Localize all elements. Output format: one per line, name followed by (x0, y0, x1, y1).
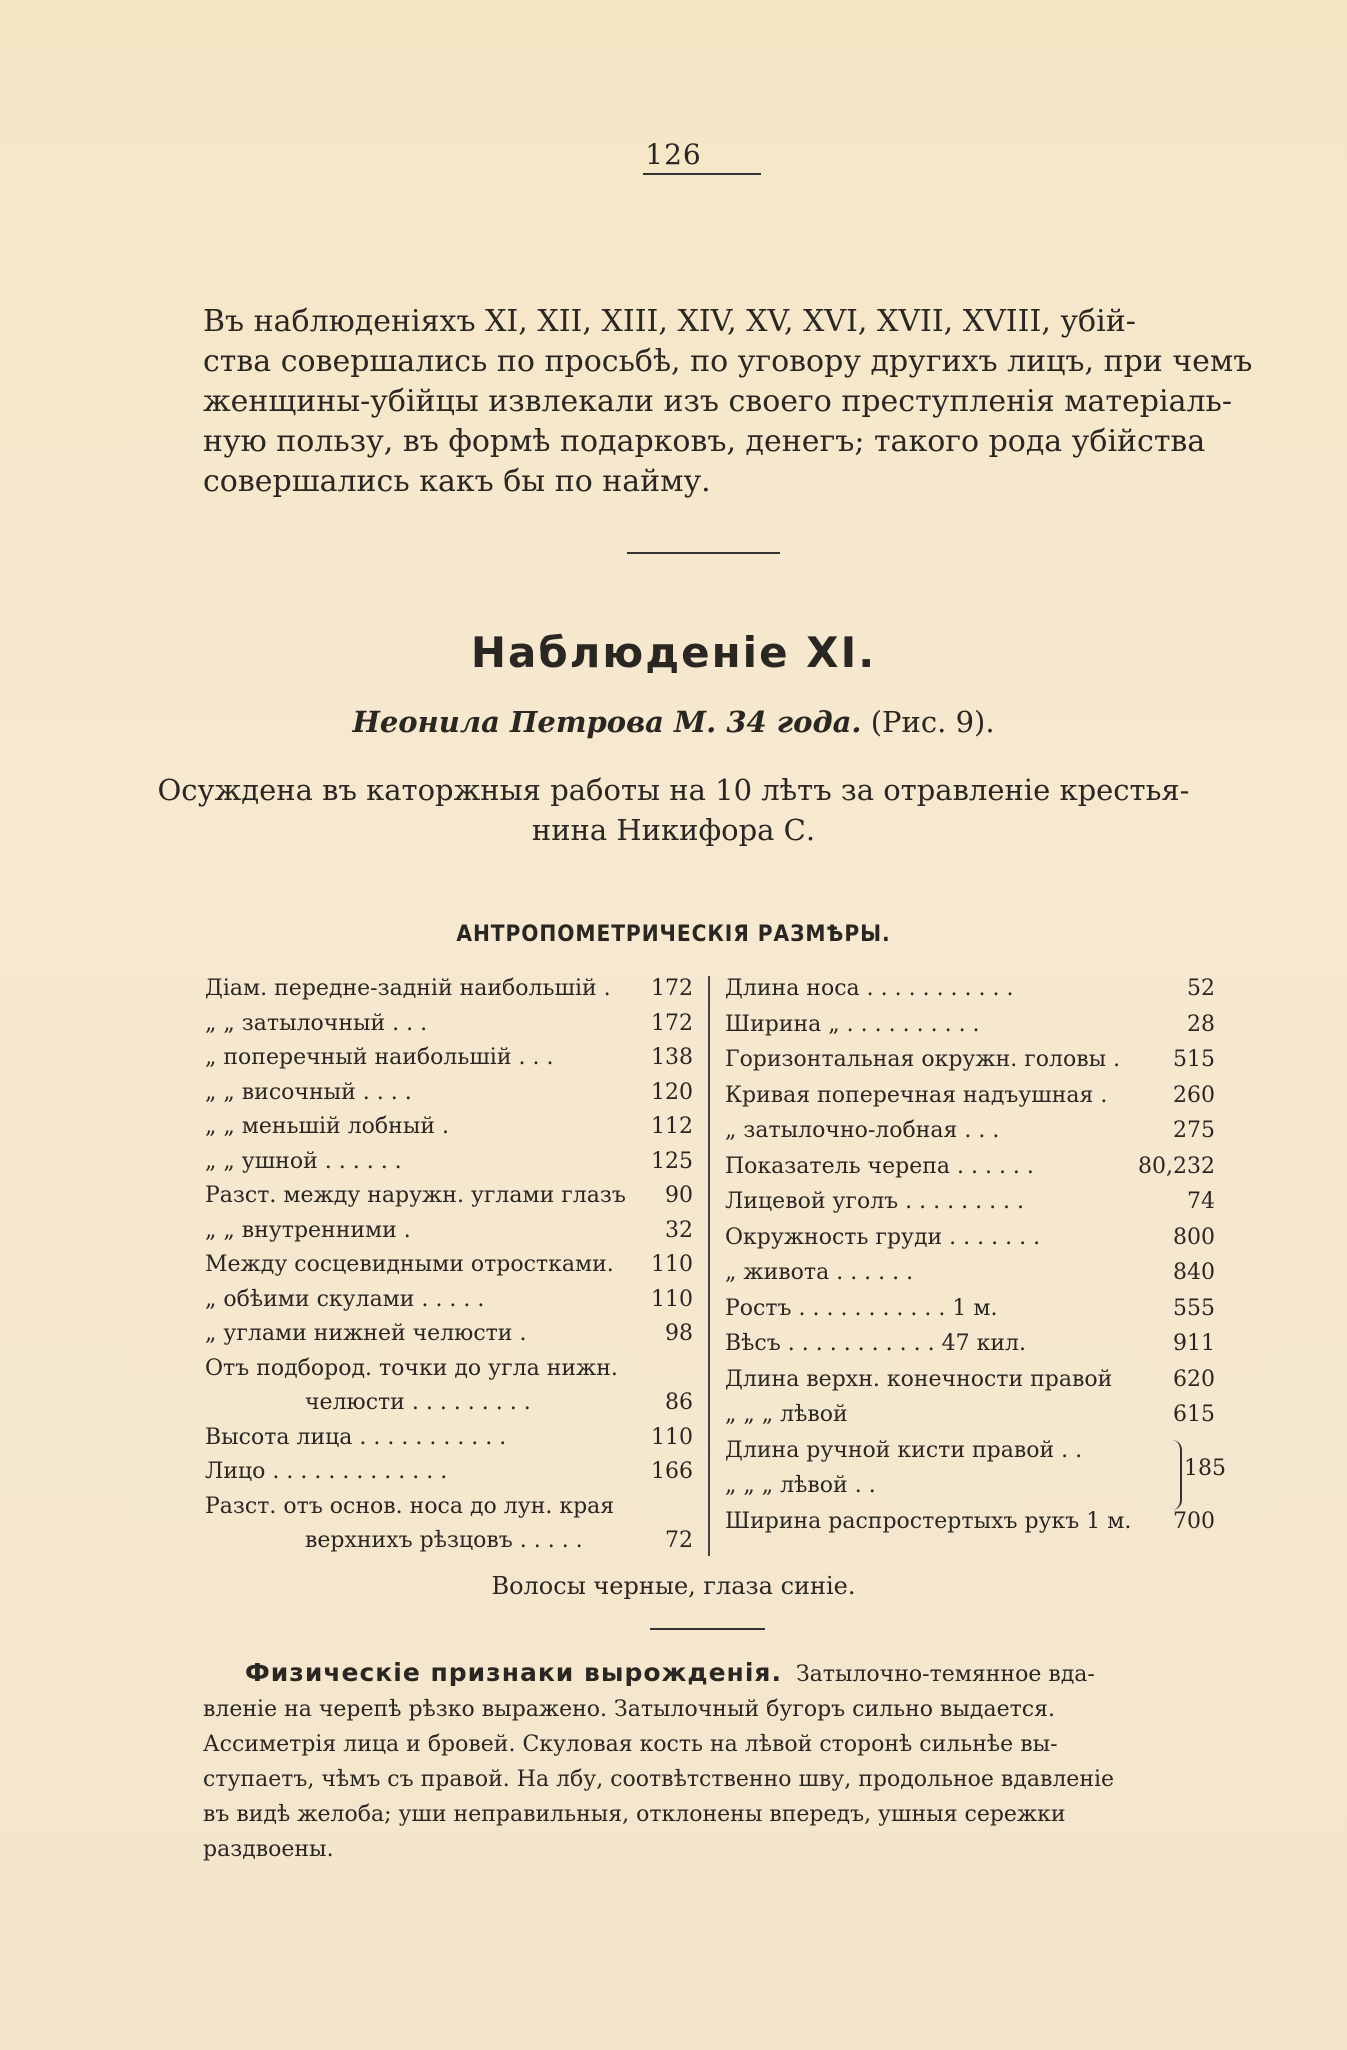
observation-title: Наблюденiе XI. (470, 628, 877, 677)
measurement-row (205, 972, 693, 1006)
section-divider (627, 552, 780, 554)
measurement-label: Вѣсъ . . . . . . . . . . . 47 кил. (725, 1331, 1026, 1356)
measurement-value: 86 (665, 1390, 693, 1415)
measurement-value: 275 (1173, 1118, 1215, 1143)
measurement-label: „ „ височный . . . . (205, 1079, 412, 1105)
intro-line: ную пользу, въ формѣ подарковъ, денегъ; такого рода убiйства (203, 424, 1206, 459)
physical-line: вленiе на черепѣ рѣзко выражено. Затылочный бугоръ сильно выдается. (203, 1697, 1055, 1722)
measurement-row (205, 1007, 693, 1041)
physical-line: Затылочно-темянное вда- (795, 1662, 1095, 1687)
measurement-row (725, 1008, 1215, 1042)
measurement-label: Между сосцевидными отростками. (205, 1252, 614, 1277)
measurement-value: 28 (1187, 1011, 1215, 1037)
measurement-value: 74 (1187, 1189, 1215, 1214)
measurement-value: 260 (1173, 1082, 1215, 1108)
measurement-value: 125 (651, 1148, 693, 1174)
measurement-label: Ширина распростертыхъ рукъ 1 м. (725, 1508, 1132, 1534)
measurement-row (725, 1150, 1215, 1184)
measurement-value: 52 (1187, 976, 1215, 1001)
measurement-value: 110 (651, 1286, 693, 1312)
measurement-label: „ „ затылочный . . . (205, 1010, 428, 1036)
measurement-label: Лицо . . . . . . . . . . . . . (205, 1459, 448, 1484)
measurement-value: 120 (651, 1079, 693, 1105)
measurement-label: „ поперечный наибольшiй . . . (205, 1045, 554, 1070)
measurement-value: 72 (665, 1528, 693, 1553)
measurement-value: 700 (1173, 1508, 1215, 1534)
intro-line: ства совершались по просьбѣ, по уговору другихъ лицъ, при чемъ (203, 344, 1253, 379)
measurement-row (305, 1386, 693, 1420)
measurement-row (725, 1079, 1215, 1113)
measurement-label: Ростъ . . . . . . . . . . . 1 м. (725, 1295, 998, 1321)
measurement-label: „ „ меньшiй лобный . (205, 1114, 449, 1139)
measurement-value: 620 (1173, 1366, 1215, 1392)
measurement-value: 840 (1173, 1260, 1215, 1285)
measurement-row (205, 1041, 693, 1075)
measurement-row (205, 1490, 693, 1524)
sentence-line: нина Никифора С. (531, 813, 816, 847)
measurement-row (205, 1283, 693, 1317)
measurement-label: Окружность груди . . . . . . . (725, 1224, 1041, 1250)
measurement-row (725, 1363, 1215, 1397)
measurement-label: Длина ручной кисти правой . . (725, 1437, 1083, 1463)
measurement-label: Отъ подбород. точки до угла нижн. (205, 1355, 618, 1381)
measurement-row (725, 1256, 1215, 1290)
measurement-label: Разст. между наружн. углами глазъ (205, 1183, 626, 1208)
measurement-value: 172 (651, 976, 693, 1001)
measurement-row (725, 1434, 1215, 1468)
measurement-value: 515 (1173, 1047, 1215, 1072)
measurement-row (205, 1317, 693, 1351)
physical-line: ступаетъ, чѣмъ съ правой. На лбу, соотвѣтственно шву, продольное вдавленiе (203, 1767, 1115, 1792)
measurement-row (725, 1221, 1215, 1255)
measurement-value: 555 (1173, 1295, 1215, 1321)
measurement-label: „ „ ушной . . . . . . (205, 1148, 402, 1174)
measurement-label: Длина верхн. конечности правой (725, 1366, 1113, 1392)
measurement-label: Лицевой уголъ . . . . . . . . . (725, 1189, 1025, 1214)
measurement-row (725, 972, 1215, 1006)
measurement-row (725, 1043, 1215, 1077)
measurement-label: верхнихъ рѣзцовъ . . . . . (305, 1528, 583, 1553)
measurement-label: Показатель черепа . . . . . . (725, 1153, 1034, 1179)
measurement-row (205, 1076, 693, 1110)
measurement-value: 112 (651, 1114, 693, 1139)
subject-figure-ref: (Рис. 9). (870, 705, 995, 739)
measurement-value: 911 (1173, 1331, 1215, 1356)
measurement-label: Дiам. передне-заднiй наибольшiй . (205, 976, 611, 1001)
measurement-row (725, 1292, 1215, 1326)
sentence-line: Осуждена въ каторжныя работы на 10 лѣтъ за отравленiе крестья- (157, 773, 1190, 807)
measurement-row (205, 1214, 693, 1248)
measurement-row (725, 1469, 1215, 1503)
column-divider (708, 976, 710, 1556)
measurement-row (725, 1505, 1215, 1539)
measurement-row (205, 1179, 693, 1213)
measurement-row (205, 1248, 693, 1282)
left-measurements-column (205, 972, 693, 1562)
measurement-label: Кривая поперечная надъушная . (725, 1082, 1108, 1108)
measurement-value: 138 (651, 1045, 693, 1070)
measurement-row (205, 1145, 693, 1179)
subject-name: Неонила Петрова М. 34 года. (352, 705, 862, 739)
measurement-row (205, 1110, 693, 1144)
measurement-label: „ углами нижней челюсти . (205, 1321, 527, 1346)
measurement-value: 80,232 (1138, 1153, 1215, 1179)
physical-first-line (203, 1655, 1203, 1692)
measurement-label: Ширина „ . . . . . . . . . . (725, 1011, 980, 1037)
physical-line: раздвоены. (203, 1837, 334, 1862)
subject-line (0, 705, 1347, 739)
table-title: АНТРОПОМЕТРИЧЕСКIЯ РАЗМѢРЫ. (456, 922, 891, 947)
measurement-label: „ живота . . . . . . (725, 1260, 914, 1285)
hand-brace-value: 185 (1184, 1456, 1226, 1481)
hair-eyes-note: Волосы черные, глаза синiе. (491, 1572, 856, 1600)
physical-heading: Физическiе признаки вырожденiя. (245, 1658, 782, 1687)
measurement-label: „ затылочно-лобная . . . (725, 1118, 1000, 1143)
measurement-value: 32 (665, 1217, 693, 1243)
measurement-row (725, 1114, 1215, 1148)
measurement-label: Длина носа . . . . . . . . . . . (725, 976, 1014, 1001)
measurement-row (205, 1421, 693, 1455)
measurement-label: „ „ внутренними . (205, 1217, 411, 1243)
intro-line: женщины-убiйцы извлекали изъ своего преступленiя матерiаль- (203, 384, 1232, 419)
measurement-value: 172 (651, 1010, 693, 1036)
measurement-label: челюсти . . . . . . . . . (305, 1390, 531, 1415)
measurement-label: „ „ „ лѣвой . . (725, 1473, 876, 1498)
intro-paragraph (203, 302, 1253, 502)
section-divider (650, 1628, 765, 1630)
measurement-label: „ „ „ лѣвой (725, 1402, 848, 1427)
measurement-label: Разст. отъ основ. носа до лун. края (205, 1493, 615, 1519)
intro-line: совершались какъ бы по найму. (203, 464, 711, 499)
page-number-rule (643, 173, 761, 175)
measurement-value: 615 (1173, 1402, 1215, 1427)
physical-line: Ассиметрiя лица и бровей. Скуловая кость на лѣвой сторонѣ сильнѣе вы- (203, 1732, 1058, 1757)
intro-line: Въ наблюденiяхъ XI, XII, XIII, XIV, XV, XVI, XVII, XVIII, убiй- (203, 304, 1136, 339)
physical-signs-paragraph (203, 1655, 1203, 1867)
measurement-label: „ обѣими скулами . . . . . (205, 1286, 485, 1312)
measurement-row (725, 1398, 1215, 1432)
measurement-row (305, 1524, 693, 1558)
measurement-value: 90 (665, 1183, 693, 1208)
sentence-paragraph (0, 770, 1347, 850)
measurement-label: Горизонтальная окружн. головы . (725, 1047, 1121, 1072)
measurement-value: 98 (665, 1321, 693, 1346)
measurement-value: 110 (651, 1424, 693, 1450)
measurement-row (205, 1455, 693, 1489)
measurement-row (725, 1185, 1215, 1219)
measurement-value: 800 (1173, 1224, 1215, 1250)
measurement-label: Высота лица . . . . . . . . . . . (205, 1424, 507, 1450)
measurement-value: 166 (651, 1459, 693, 1484)
measurement-row (205, 1352, 693, 1386)
hand-brace (1160, 1440, 1182, 1510)
physical-line: въ видѣ желоба; уши неправильныя, отклонены впередъ, ушныя сережки (203, 1802, 1066, 1827)
page-number: 126 (645, 138, 702, 171)
right-measurements-column (725, 972, 1215, 1532)
measurement-value: 110 (651, 1252, 693, 1277)
measurement-row (725, 1327, 1215, 1361)
